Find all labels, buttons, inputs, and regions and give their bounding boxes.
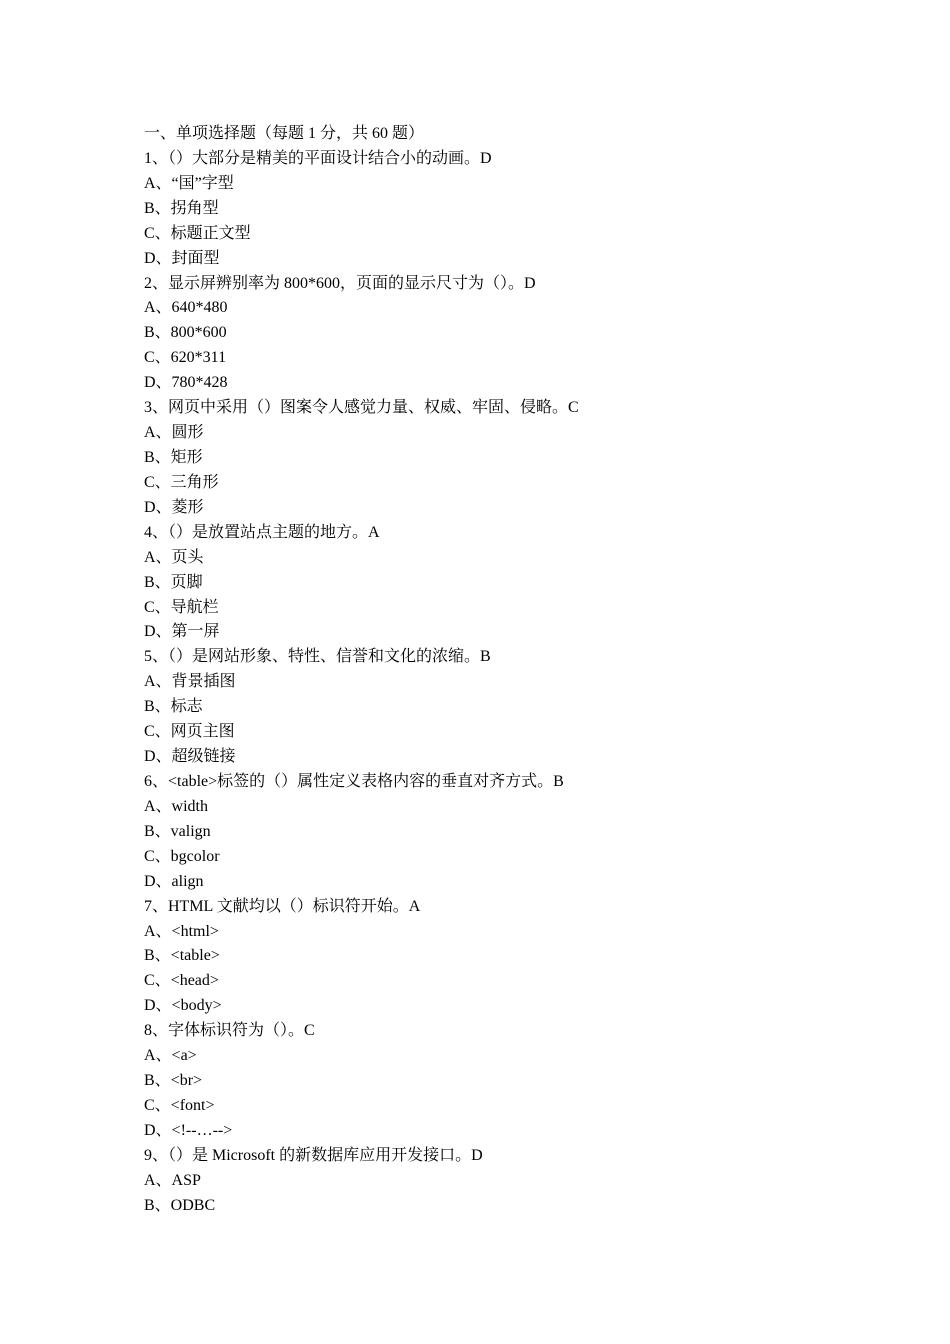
question-stem: 1、（）大部分是精美的平面设计结合小的动画。D [144,149,492,167]
option-d: D、第一屏 [144,623,220,641]
option-b: B、拐角型 [144,199,219,217]
option-a: A、ASP [144,1171,201,1189]
option-c: C、标题正文型 [144,224,251,242]
option-d: D、780*428 [144,374,228,392]
option-c: C、620*311 [144,349,227,367]
option-b: B、<table> [144,947,220,965]
option-b: B、<br> [144,1072,203,1090]
section-heading: 一、单项选择题（每题 1 分，共 60 题） [144,125,425,142]
question-2 [144,272,824,397]
question-9 [144,1144,824,1219]
option-a: A、圆形 [144,424,204,442]
question-stem: 5、（）是网站形象、特性、信誉和文化的浓缩。B [144,648,491,666]
option-a: A、背景插图 [144,673,236,691]
option-d: D、封面型 [144,249,220,267]
option-b: B、标志 [144,698,203,716]
question-1 [144,147,824,272]
option-d: D、<!--…--> [144,1121,233,1139]
question-8 [144,1019,824,1144]
question-7 [144,895,824,1020]
option-b: B、ODBC [144,1196,216,1214]
option-c: C、bgcolor [144,847,220,865]
question-3 [144,396,824,521]
option-d: D、菱形 [144,498,204,516]
question-stem: 8、字体标识符为（）。C [144,1022,315,1040]
question-6 [144,770,824,895]
question-stem: 2、显示屏辨别率为 800*600，页面的显示尺寸为（）。D [144,274,536,292]
question-5 [144,645,824,770]
option-c: C、三角形 [144,473,219,491]
option-a: A、页头 [144,548,204,566]
option-b: B、页脚 [144,573,203,591]
option-a: A、640*480 [144,299,228,317]
option-c: C、<font> [144,1096,215,1114]
option-c: C、网页主图 [144,723,235,741]
option-d: D、<body> [144,997,222,1015]
option-b: B、valign [144,822,211,840]
option-a: A、width [144,797,209,815]
question-stem: 9、（）是 Microsoft 的新数据库应用开发接口。D [144,1146,483,1164]
exam-document [144,122,824,1219]
option-c: C、<head> [144,972,219,990]
option-b: B、800*600 [144,324,227,342]
question-stem: 7、HTML 文献均以（）标识符开始。A [144,897,421,915]
option-d: D、align [144,872,204,890]
option-a: A、<html> [144,922,219,940]
question-stem: 6、<table>标签的（）属性定义表格内容的垂直对齐方式。B [144,772,564,790]
question-stem: 4、（）是放置站点主题的地方。A [144,523,380,541]
option-a: A、<a> [144,1047,197,1065]
option-b: B、矩形 [144,448,203,466]
question-stem: 3、网页中采用（）图案令人感觉力量、权威、牢固、侵略。C [144,399,579,417]
option-a: A、“国”字型 [144,174,234,192]
question-4 [144,521,824,646]
option-d: D、超级链接 [144,748,236,766]
option-c: C、导航栏 [144,598,219,616]
